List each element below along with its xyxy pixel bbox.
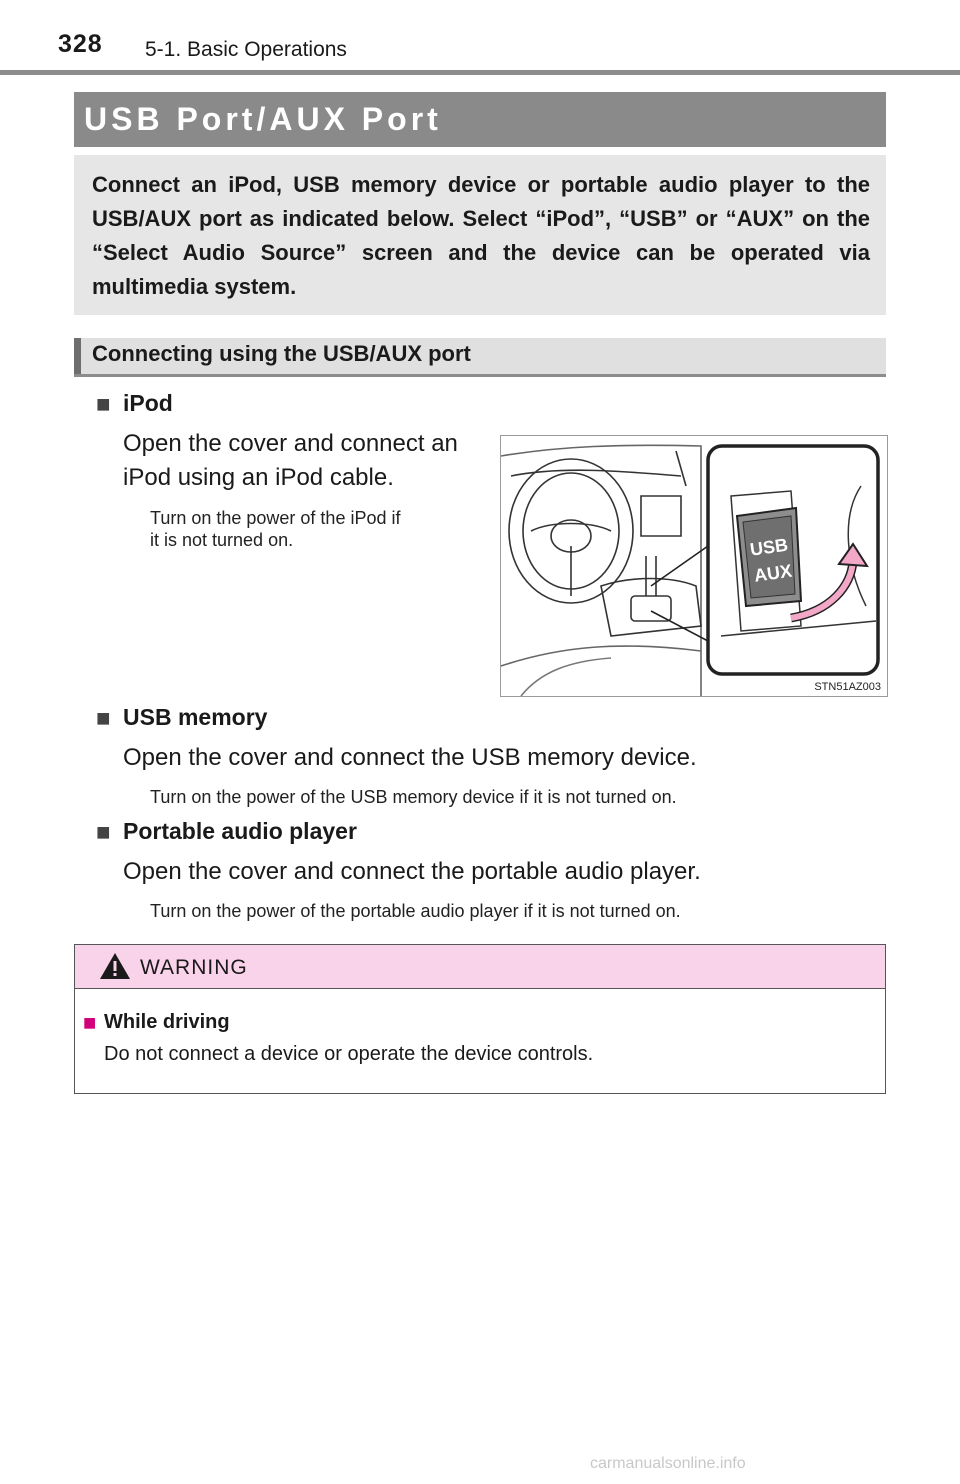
item-body-usb-memory (123, 741, 697, 775)
subheading-rule (74, 374, 886, 377)
note-line: Turn on the power of the portable audio player if it is not turned on. (150, 901, 681, 921)
warning-triangle-icon (98, 951, 132, 981)
warning-body: Do not connect a device or operate the device controls. (104, 1043, 594, 1065)
note-line: it is not turned on. (150, 530, 294, 550)
item-note-ipod (150, 507, 400, 551)
body-line: iPod using an iPod cable. (123, 464, 394, 491)
intro-text: Connect an iPod, USB memory device or portable audio player to the USB/AUX port as indicated below. Select “iPod”, “USB” or “AUX” on the “Select Audio Source” screen and the device can be operated via multimedia system. (92, 172, 870, 299)
body-line: Open the cover and connect the USB memory device. (123, 744, 697, 771)
bullet-square-icon: ■ (83, 1010, 97, 1035)
bullet-square-icon: ■ (96, 391, 111, 418)
header-divider (0, 70, 960, 75)
note-line: Turn on the power of the USB memory device if it is not turned on. (150, 787, 677, 807)
port-label-usb: USB (748, 534, 790, 560)
item-heading-ipod: iPod (123, 390, 173, 416)
bullet-square-icon: ■ (96, 705, 111, 732)
port-label-aux: AUX (752, 560, 794, 586)
page-number: 328 (58, 30, 103, 58)
body-line: Open the cover and connect the portable audio player. (123, 858, 701, 885)
illustration-code: STN51AZ003 (814, 681, 881, 693)
item-body-portable-audio (123, 855, 701, 889)
usb-aux-port-illustration (500, 435, 888, 697)
footer-watermark: carmanualsonline.info (590, 1455, 746, 1472)
subheading: Connecting using the USB/AUX port (92, 341, 471, 366)
item-heading-portable-audio: Portable audio player (123, 818, 357, 844)
warning-heading: While driving (104, 1011, 230, 1033)
item-body-ipod (123, 427, 458, 495)
item-note-portable-audio (150, 900, 681, 922)
subheading-accent (74, 338, 81, 374)
item-heading-usb-memory: USB memory (123, 704, 268, 730)
warning-title: WARNING (140, 956, 248, 979)
section-title: 5-1. Basic Operations (145, 38, 347, 61)
bullet-square-icon: ■ (96, 819, 111, 846)
note-line: Turn on the power of the iPod if (150, 508, 401, 528)
body-line: Open the cover and connect an (123, 430, 458, 457)
dashboard-drawing (501, 436, 887, 696)
item-note-usb-memory (150, 786, 677, 808)
page-title: USB Port/AUX Port (84, 101, 442, 137)
